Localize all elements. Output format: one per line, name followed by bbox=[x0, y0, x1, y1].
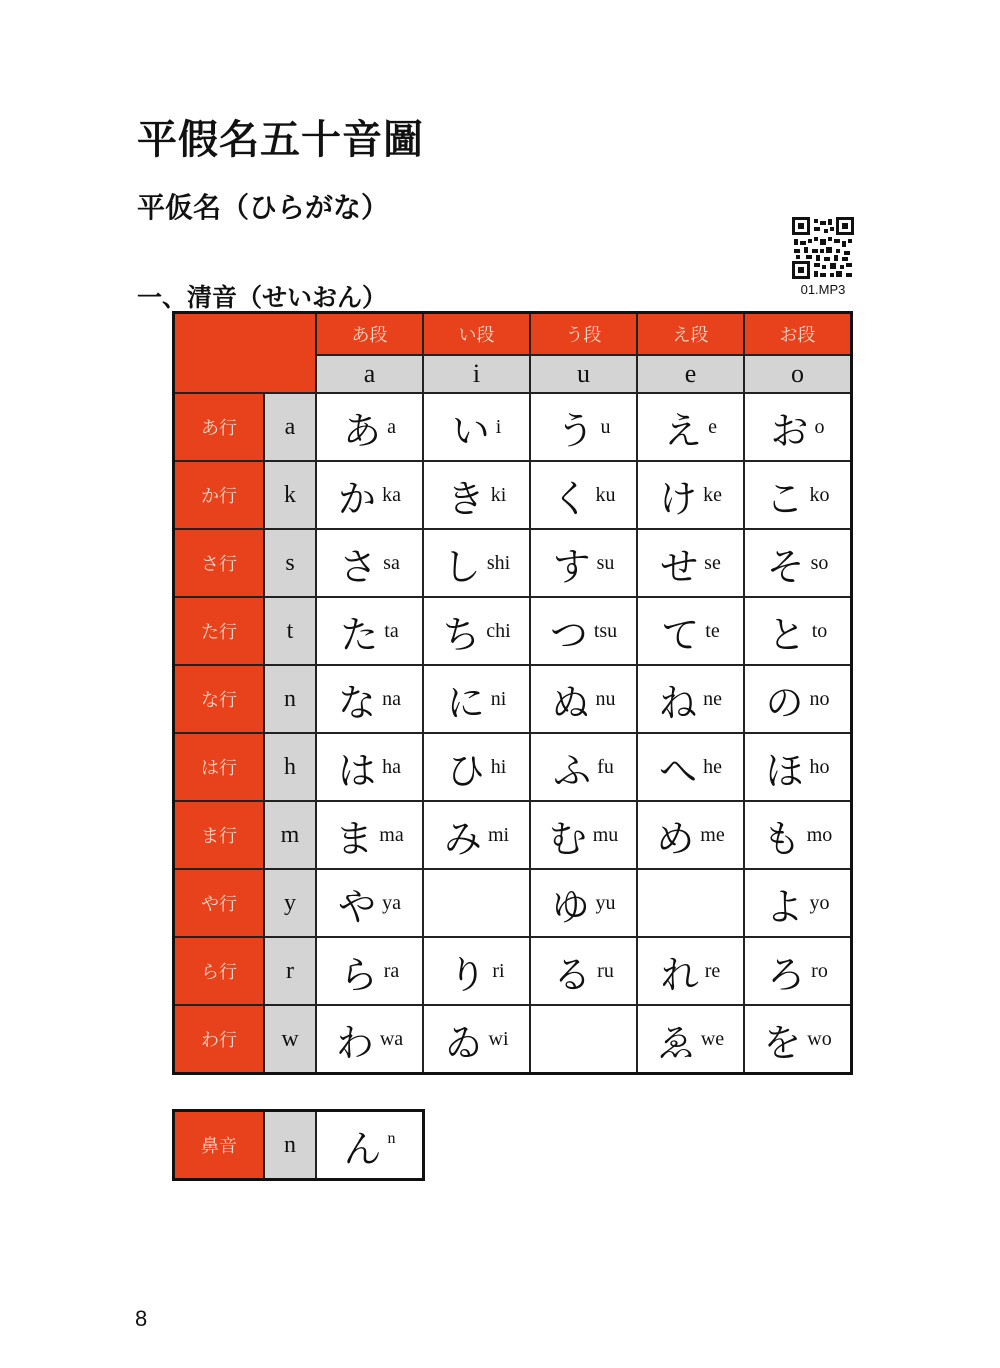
romaji: sa bbox=[383, 551, 400, 574]
kana-char: つ bbox=[549, 612, 588, 657]
kana-char: ぬ bbox=[551, 680, 590, 725]
row-label: さ行 bbox=[174, 529, 265, 597]
kana-cell bbox=[637, 937, 744, 1005]
romaji: o bbox=[814, 415, 825, 438]
kana-cell bbox=[423, 869, 530, 937]
vowel-header: a bbox=[316, 355, 423, 393]
kana-char: よ bbox=[765, 884, 804, 929]
kana-char: ろ bbox=[767, 952, 806, 997]
romaji: ri bbox=[492, 959, 505, 982]
kana-cell bbox=[744, 869, 852, 937]
kana-cell bbox=[744, 1005, 852, 1074]
romaji: ni bbox=[490, 687, 507, 710]
kana-cell bbox=[423, 665, 530, 733]
romaji: su bbox=[596, 551, 615, 574]
romaji: tsu bbox=[593, 619, 618, 642]
romaji: u bbox=[600, 415, 611, 438]
kana-char: ま bbox=[335, 816, 374, 861]
romaji: ko bbox=[809, 483, 830, 506]
kana-cell bbox=[316, 597, 423, 665]
dan-header: え段 bbox=[637, 313, 744, 356]
consonant-label: t bbox=[264, 597, 316, 665]
romaji: ta bbox=[384, 619, 399, 642]
kana-char: そ bbox=[766, 544, 805, 589]
kana-char: の bbox=[765, 680, 804, 725]
romaji: na bbox=[382, 687, 401, 710]
kana-cell bbox=[316, 733, 423, 801]
row-label: あ行 bbox=[174, 393, 265, 461]
kana-cell bbox=[530, 597, 637, 665]
kana-cell bbox=[530, 937, 637, 1005]
kana-char: け bbox=[659, 476, 698, 521]
romaji: ro bbox=[811, 959, 828, 982]
row-label: か行 bbox=[174, 461, 265, 529]
vowel-header: i bbox=[423, 355, 530, 393]
romaji: se bbox=[704, 551, 721, 574]
romaji: wi bbox=[488, 1027, 509, 1050]
kana-cell bbox=[423, 733, 530, 801]
kana-char: ひ bbox=[446, 748, 485, 793]
kana-cell bbox=[530, 801, 637, 869]
kana-cell bbox=[316, 1005, 423, 1074]
kana-char: わ bbox=[335, 1020, 374, 1065]
kana-char: れ bbox=[660, 952, 699, 997]
kana-cell bbox=[316, 801, 423, 869]
kana-cell bbox=[530, 733, 637, 801]
kana-cell bbox=[637, 529, 744, 597]
table-row bbox=[174, 393, 852, 461]
romaji: shi bbox=[486, 551, 511, 574]
kana-cell bbox=[423, 461, 530, 529]
romaji: a bbox=[387, 415, 396, 438]
table-row bbox=[174, 597, 852, 665]
row-label: な行 bbox=[174, 665, 265, 733]
romaji: me bbox=[700, 823, 725, 846]
kana-char: を bbox=[763, 1020, 802, 1065]
kana-cell bbox=[637, 597, 744, 665]
kana-cell bbox=[423, 937, 530, 1005]
row-label: ま行 bbox=[174, 801, 265, 869]
kana-char: く bbox=[551, 476, 590, 521]
kana-char: し bbox=[442, 544, 481, 589]
romaji: ne bbox=[703, 687, 722, 710]
kana-cell bbox=[744, 801, 852, 869]
romaji: ra bbox=[383, 959, 400, 982]
romaji: ka bbox=[382, 483, 401, 506]
romaji: so bbox=[810, 551, 829, 574]
kana-char: う bbox=[556, 408, 595, 453]
vowel-header: e bbox=[637, 355, 744, 393]
kana-char: き bbox=[446, 476, 485, 521]
kana-char: ほ bbox=[765, 748, 804, 793]
kana-char: お bbox=[770, 408, 809, 453]
romaji: yo bbox=[809, 891, 830, 914]
dan-header: お段 bbox=[744, 313, 852, 356]
romaji: he bbox=[703, 755, 722, 778]
kana-cell bbox=[530, 529, 637, 597]
kana-char: か bbox=[338, 476, 377, 521]
romaji: mi bbox=[487, 823, 510, 846]
kana-char: ち bbox=[442, 612, 481, 657]
kana-char: め bbox=[656, 816, 695, 861]
page-title: 平假名五十音圖 bbox=[137, 117, 424, 163]
row-label: わ行 bbox=[174, 1005, 265, 1074]
romaji: mo bbox=[806, 823, 833, 846]
romaji: fu bbox=[597, 755, 614, 778]
kana-cell bbox=[530, 393, 637, 461]
kana-char: せ bbox=[660, 544, 699, 589]
consonant-label: a bbox=[264, 393, 316, 461]
romaji: no bbox=[809, 687, 830, 710]
kana-char: ん bbox=[343, 1126, 382, 1171]
romaji: we bbox=[700, 1027, 725, 1050]
kana-cell bbox=[637, 733, 744, 801]
nasal-table bbox=[172, 1109, 425, 1181]
consonant-label: s bbox=[264, 529, 316, 597]
kana-cell bbox=[637, 665, 744, 733]
romaji: ki bbox=[490, 483, 507, 506]
romaji: to bbox=[811, 619, 828, 642]
kana-cell bbox=[316, 461, 423, 529]
table-row bbox=[174, 801, 852, 869]
romaji: ku bbox=[595, 483, 616, 506]
vowel-header: o bbox=[744, 355, 852, 393]
dan-header: い段 bbox=[423, 313, 530, 356]
romaji: ho bbox=[809, 755, 830, 778]
kana-cell bbox=[423, 597, 530, 665]
consonant-label: n bbox=[264, 665, 316, 733]
kana-char: ら bbox=[339, 952, 378, 997]
kana-cell bbox=[530, 869, 637, 937]
qr-code-icon[interactable] bbox=[792, 217, 854, 279]
kana-char: ゐ bbox=[444, 1020, 483, 1065]
kana-cell bbox=[637, 869, 744, 937]
romaji: mu bbox=[592, 823, 619, 846]
kana-cell bbox=[423, 1005, 530, 1074]
kana-cell bbox=[637, 801, 744, 869]
table-row bbox=[174, 1005, 852, 1074]
kana-char: さ bbox=[339, 544, 378, 589]
romaji: te bbox=[705, 619, 720, 642]
table-row bbox=[174, 937, 852, 1005]
consonant-label: r bbox=[264, 937, 316, 1005]
romaji: ma bbox=[379, 823, 404, 846]
audio-file-label: 01.MP3 bbox=[800, 282, 846, 297]
kana-cell bbox=[316, 869, 423, 937]
kana-cell bbox=[744, 733, 852, 801]
kana-cell bbox=[637, 461, 744, 529]
kana-char: な bbox=[338, 680, 377, 725]
section-heading: 一、清音（せいおん） bbox=[137, 283, 388, 312]
kana-char: り bbox=[448, 952, 487, 997]
kana-cell bbox=[637, 393, 744, 461]
vowel-header: u bbox=[530, 355, 637, 393]
romaji: i bbox=[495, 415, 502, 438]
kana-char: も bbox=[762, 816, 801, 861]
kana-char: た bbox=[340, 612, 379, 657]
romaji: ha bbox=[382, 755, 401, 778]
romaji: re bbox=[704, 959, 721, 982]
romaji: n bbox=[387, 1130, 396, 1148]
kana-char: に bbox=[446, 680, 485, 725]
kana-cell bbox=[744, 665, 852, 733]
romaji: wa bbox=[379, 1027, 404, 1050]
kana-cell bbox=[530, 461, 637, 529]
kana-cell bbox=[423, 529, 530, 597]
kana-char: こ bbox=[765, 476, 804, 521]
consonant-label: w bbox=[264, 1005, 316, 1074]
romaji: ke bbox=[703, 483, 722, 506]
table-body bbox=[174, 393, 852, 1074]
kana-cell bbox=[316, 393, 423, 461]
romaji: chi bbox=[486, 619, 511, 642]
kana-cell bbox=[316, 1111, 424, 1180]
kana-char: へ bbox=[659, 748, 698, 793]
kana-cell bbox=[744, 597, 852, 665]
consonant-label: m bbox=[264, 801, 316, 869]
kana-cell bbox=[744, 461, 852, 529]
page-subtitle: 平仮名（ひらがな） bbox=[137, 191, 390, 224]
romaji: hi bbox=[490, 755, 507, 778]
dan-header: う段 bbox=[530, 313, 637, 356]
romaji: ru bbox=[597, 959, 614, 982]
kana-char: ゑ bbox=[656, 1020, 695, 1065]
romaji: wo bbox=[807, 1027, 832, 1050]
row-label: ら行 bbox=[174, 937, 265, 1005]
romaji: nu bbox=[595, 687, 616, 710]
kana-cell bbox=[530, 1005, 637, 1074]
kana-char: す bbox=[552, 544, 591, 589]
kana-cell bbox=[423, 393, 530, 461]
kana-char: い bbox=[451, 408, 490, 453]
hiragana-table bbox=[172, 311, 853, 1075]
kana-char: あ bbox=[343, 408, 382, 453]
table-corner bbox=[174, 313, 317, 394]
kana-char: と bbox=[767, 612, 806, 657]
kana-cell bbox=[530, 665, 637, 733]
kana-cell bbox=[316, 665, 423, 733]
kana-char: や bbox=[338, 884, 377, 929]
consonant-label: h bbox=[264, 733, 316, 801]
romaji: yu bbox=[595, 891, 616, 914]
kana-cell bbox=[744, 937, 852, 1005]
kana-cell bbox=[423, 801, 530, 869]
table-row bbox=[174, 529, 852, 597]
kana-char: ね bbox=[659, 680, 698, 725]
kana-char: ふ bbox=[553, 748, 592, 793]
row-label: や行 bbox=[174, 869, 265, 937]
table-row bbox=[174, 461, 852, 529]
consonant-label: k bbox=[264, 461, 316, 529]
consonant-label: y bbox=[264, 869, 316, 937]
kana-char: み bbox=[443, 816, 482, 861]
page-number: 8 bbox=[135, 1306, 148, 1331]
kana-cell bbox=[637, 1005, 744, 1074]
kana-char: て bbox=[661, 612, 700, 657]
kana-char: む bbox=[548, 816, 587, 861]
table-row bbox=[174, 869, 852, 937]
row-label: 鼻音 bbox=[174, 1111, 265, 1180]
kana-cell bbox=[744, 529, 852, 597]
dan-header: あ段 bbox=[316, 313, 423, 356]
table-row bbox=[174, 733, 852, 801]
row-label: た行 bbox=[174, 597, 265, 665]
kana-cell bbox=[744, 393, 852, 461]
romaji: ya bbox=[382, 891, 401, 914]
kana-cell bbox=[316, 529, 423, 597]
kana-char: は bbox=[338, 748, 377, 793]
kana-char: ゆ bbox=[551, 884, 590, 929]
row-label: は行 bbox=[174, 733, 265, 801]
kana-char: え bbox=[664, 408, 703, 453]
romaji: e bbox=[708, 415, 717, 438]
kana-char: る bbox=[553, 952, 592, 997]
table-row bbox=[174, 1111, 424, 1180]
consonant-label: n bbox=[264, 1111, 316, 1180]
kana-cell bbox=[316, 937, 423, 1005]
table-row bbox=[174, 665, 852, 733]
